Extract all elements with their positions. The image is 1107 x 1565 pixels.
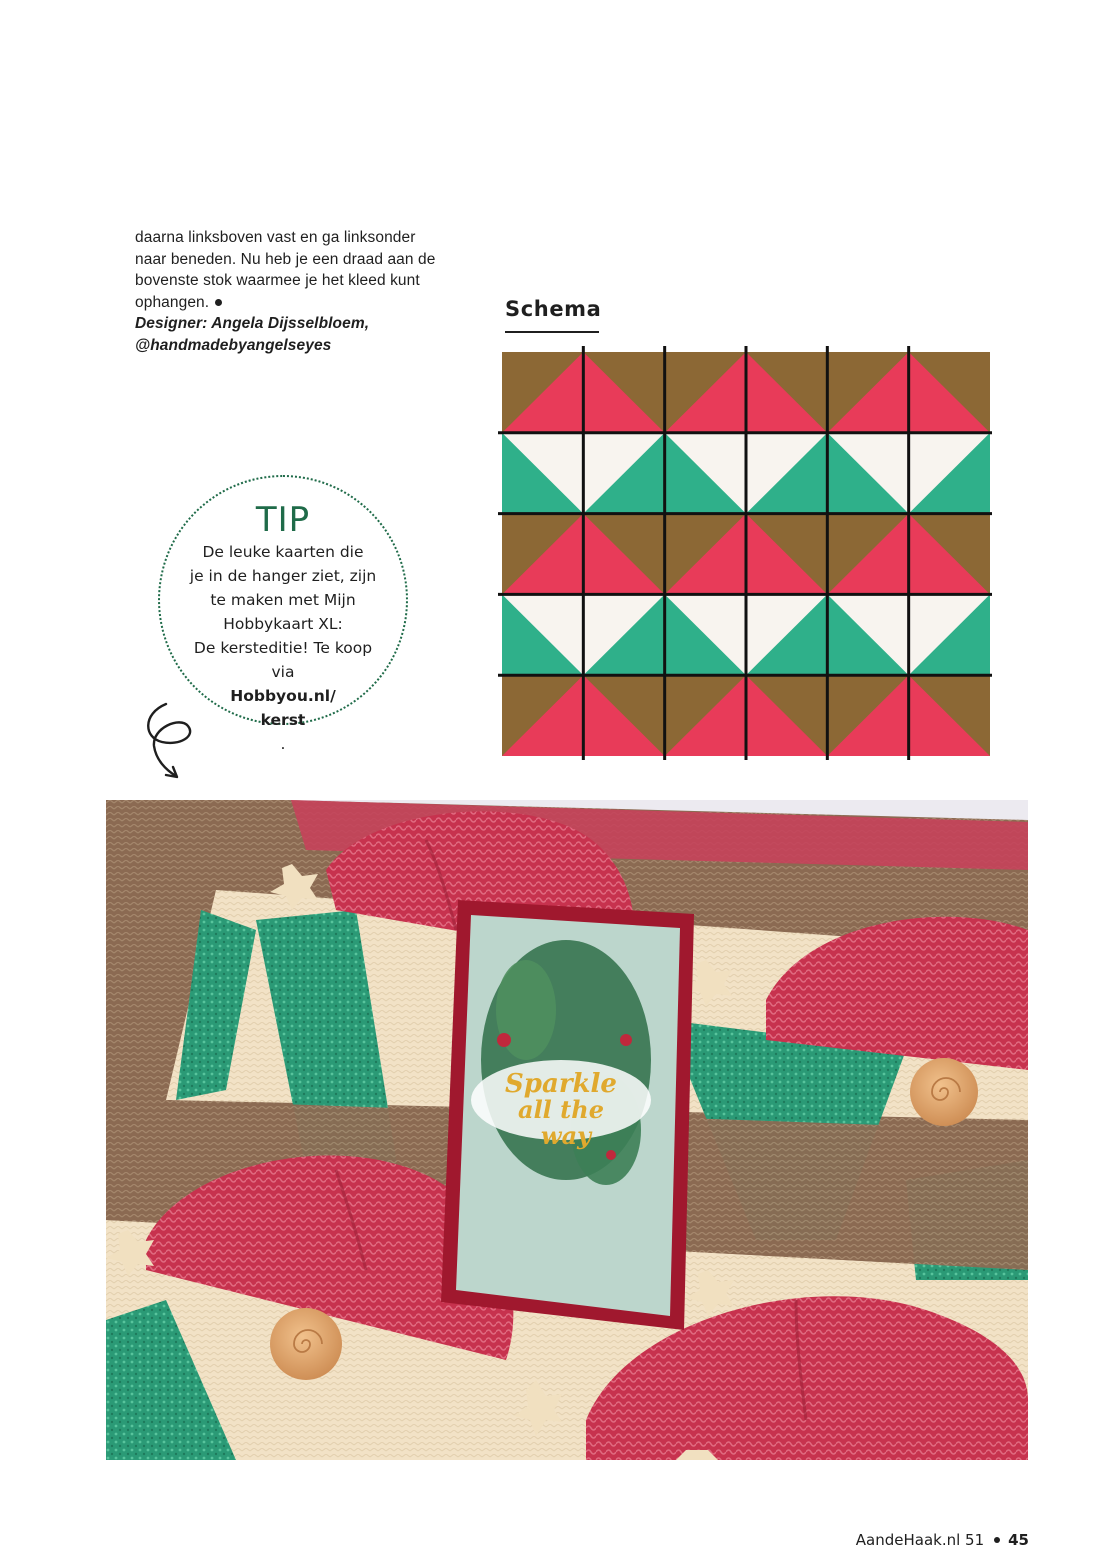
end-bullet-icon [215, 299, 222, 306]
tip-line: je in de hanger ziet, zijn [189, 567, 377, 585]
designer-credit: Designer: Angela Dijsselbloem, [135, 315, 370, 332]
tip-line-prefix: via [271, 663, 295, 681]
tip-line: te maken met Mijn [210, 591, 356, 609]
article-line: naar beneden. Nu heb je een draad aan de [135, 250, 436, 268]
tip-link-text: kerst [260, 711, 306, 729]
tip-line: Hobbykaart XL: [223, 615, 343, 633]
card-text: way [540, 1121, 592, 1150]
tip-link-text: Hobbyou.nl/ [230, 687, 336, 705]
tip-line-suffix: . [280, 735, 286, 753]
tip-line: De kersteditie! Te koop [193, 639, 373, 657]
page-number: 45 [1008, 1531, 1029, 1549]
article-text [135, 227, 470, 356]
article-line: daarna linksboven vast en ga linksonder [135, 229, 416, 246]
card-text: Sparkle [505, 1069, 617, 1099]
page-footer [856, 1531, 1029, 1549]
tip-title: TIP [255, 500, 311, 540]
magazine-name: AandeHaak.nl 51 [855, 1531, 985, 1549]
card-text: all the [518, 1095, 604, 1124]
bobble-nose [910, 1058, 978, 1126]
crochet-hanger-photo [106, 800, 1028, 1460]
greeting-card [441, 900, 694, 1330]
schema-grid [498, 346, 994, 762]
footer-bullet-icon [994, 1537, 1000, 1543]
schema-title: Schema [505, 297, 602, 321]
bobble-nose [270, 1308, 342, 1380]
article-line [135, 292, 470, 314]
tip-line: De leuke kaarten die [202, 543, 364, 561]
article-line: bovenste stok waarmee je het kleed kunt [135, 272, 420, 289]
article-line-text: ophangen. [135, 293, 210, 311]
designer-handle: @handmadebyangelseyes [135, 336, 332, 354]
curly-arrow-icon [140, 700, 210, 782]
schema-title-underline [505, 331, 599, 333]
